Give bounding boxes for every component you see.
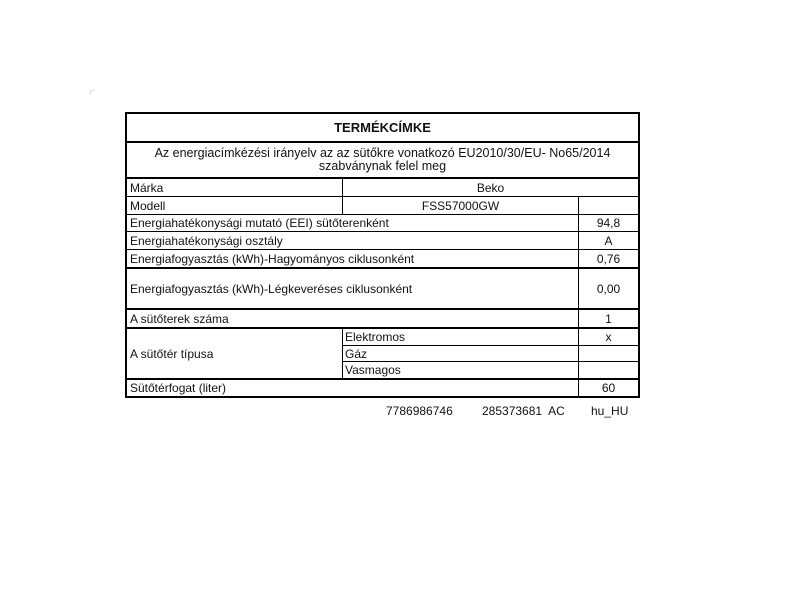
type-option-iron: Vasmagos (342, 362, 578, 378)
footer-locale: hu_HU (591, 404, 629, 418)
cavities-label: A sütőterek száma (130, 311, 229, 326)
fan-value: 0,00 (578, 269, 638, 308)
type-label: A sütőtér típusa (130, 346, 214, 361)
product-label-table (125, 112, 640, 398)
eei-value: 94,8 (578, 215, 638, 231)
model-value: FSS57000GW (342, 197, 578, 214)
title-row (127, 114, 638, 143)
model-label: Modell (130, 198, 166, 213)
class-label: Energiahatékonysági osztály (130, 233, 283, 248)
footer-code2: 285373681 AC (482, 404, 565, 418)
fan-label: Energiafogyasztás (kWh)-Légkeveréses ciklusonként (130, 281, 413, 296)
class-row (127, 232, 638, 250)
volume-label: Sütőtérfogat (liter) (130, 381, 227, 395)
conventional-row (127, 250, 638, 269)
brand-row (127, 179, 638, 197)
cavities-value: 1 (578, 310, 638, 327)
cavities-row (127, 310, 638, 329)
label-title: TERMÉKCÍMKE (334, 120, 431, 135)
conventional-value: 0,76 (578, 250, 638, 267)
class-value: A (578, 232, 638, 249)
model-row (127, 197, 638, 215)
type-option-electric: Elektromos (342, 329, 578, 346)
footer-code1: 7786986746 (386, 404, 453, 418)
eei-label: Energiahatékonysági mutató (EEI) sütőterenként (130, 216, 389, 230)
subtitle-line1: Az energiacímkézési irányelv az az sütőkre vonatkozó EU2010/30/EU- No65/2014 (154, 146, 611, 160)
type-option-gas-value (578, 346, 638, 362)
subtitle (127, 143, 638, 177)
eei-row (127, 215, 638, 232)
corner-mark (90, 90, 95, 95)
type-option-iron-value (578, 362, 638, 378)
conventional-label: Energiafogyasztás (kWh)-Hagyományos ciklusonként (130, 251, 415, 266)
volume-row (127, 380, 638, 396)
volume-value: 60 (578, 380, 638, 396)
fan-row (127, 269, 638, 310)
type-row (127, 329, 638, 380)
subtitle-line2: szabványnak felel meg (318, 159, 447, 173)
subtitle-row (127, 143, 638, 179)
type-option-gas: Gáz (342, 346, 578, 362)
brand-label: Márka (130, 180, 164, 195)
brand-value: Beko (342, 179, 638, 196)
model-extra (578, 197, 638, 214)
type-option-electric-value: x (578, 329, 638, 346)
